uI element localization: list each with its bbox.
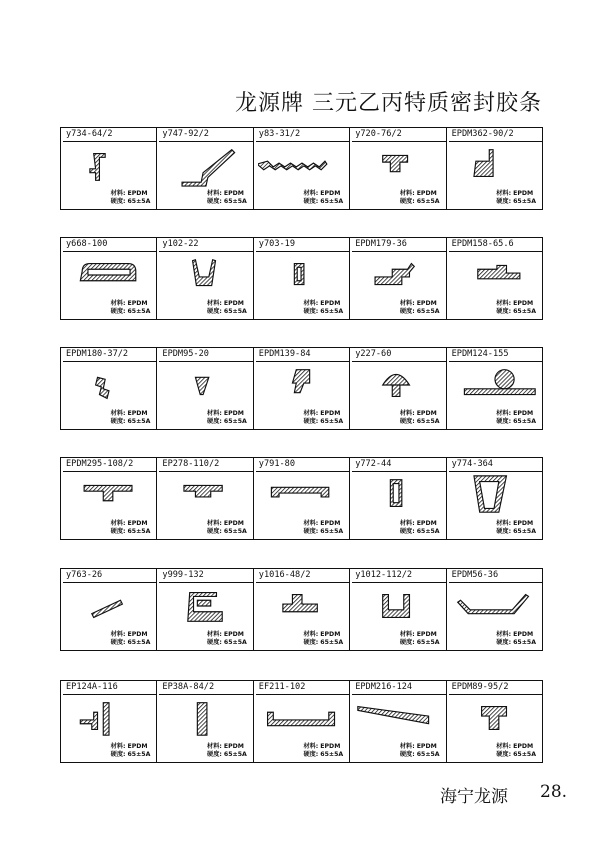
product-row	[60, 568, 543, 651]
product-spec	[207, 743, 247, 759]
material-label: 材料:	[207, 300, 222, 307]
material-value: EPDM	[223, 300, 244, 307]
material-label: 材料:	[399, 190, 415, 197]
material-label: 材料:	[207, 631, 222, 638]
material-label: 材料:	[303, 743, 319, 750]
material-label: 材料:	[399, 743, 415, 750]
material-label: 材料:	[496, 410, 512, 417]
angled-lip-profile-icon	[161, 143, 249, 187]
hook-profile-icon	[65, 143, 153, 187]
product-code: y703-19	[256, 238, 349, 252]
hardness-label: 硬度:	[303, 418, 319, 425]
hardness-value: 65±5A	[513, 308, 536, 315]
wave-strip-profile-icon	[258, 143, 346, 187]
hardness-label: 硬度:	[496, 308, 512, 315]
material-label: 材料:	[303, 300, 319, 307]
product-cell	[350, 128, 446, 210]
material-label: 材料:	[207, 520, 222, 527]
hardness-value: 65±5A	[127, 528, 151, 535]
product-spec	[496, 300, 536, 316]
product-cell	[350, 569, 446, 651]
product-spec	[207, 300, 247, 316]
material-value: EPDM	[223, 743, 244, 750]
material-value: EPDM	[416, 190, 437, 197]
hardness-value: 65±5A	[513, 528, 536, 535]
product-spec	[207, 410, 247, 426]
hardness-label: 硬度:	[207, 418, 222, 425]
mushroom-profile-icon	[354, 363, 442, 407]
product-cell	[447, 128, 543, 210]
hardness-value: 65±5A	[416, 418, 440, 425]
material-value: EPDM	[513, 743, 534, 750]
stepped-flap-profile-icon	[354, 253, 442, 297]
product-code: EPDM216-124	[352, 681, 445, 695]
product-code: EPDM158-65.6	[449, 238, 542, 252]
wide-channel-profile-icon	[258, 473, 346, 517]
material-label: 材料:	[110, 190, 126, 197]
product-code: y774-364	[449, 458, 542, 472]
hardness-value: 65±5A	[416, 639, 440, 646]
product-code: y734-64/2	[63, 128, 156, 142]
product-row	[60, 347, 543, 430]
material-value: EPDM	[320, 300, 341, 307]
material-value: EPDM	[127, 410, 148, 417]
product-cell	[61, 128, 157, 210]
hardness-label: 硬度:	[110, 751, 126, 758]
t-bulb-profile-icon	[354, 143, 442, 187]
hardness-label: 硬度:	[207, 308, 222, 315]
hardness-value: 65±5A	[513, 198, 536, 205]
hardness-value: 65±5A	[127, 198, 151, 205]
hardness-value: 65±5A	[513, 751, 536, 758]
product-row	[60, 457, 543, 540]
hollow-oval-profile-icon	[258, 253, 346, 297]
product-row	[60, 680, 543, 763]
hardness-label: 硬度:	[496, 751, 512, 758]
hardness-value: 65±5A	[127, 308, 151, 315]
material-value: EPDM	[127, 520, 148, 527]
product-spec	[496, 631, 536, 647]
material-label: 材料:	[110, 743, 126, 750]
product-code: EPDM295-108/2	[63, 458, 156, 472]
product-code: EP38A-84/2	[159, 681, 252, 695]
l-lip-profile-icon	[451, 143, 539, 187]
product-spec	[111, 520, 151, 536]
wedge-profile-icon	[161, 363, 249, 407]
hardness-label: 硬度:	[207, 639, 222, 646]
l-small-profile-icon	[65, 584, 153, 628]
material-label: 材料:	[110, 631, 126, 638]
hardness-label: 硬度:	[496, 198, 512, 205]
product-spec	[496, 520, 536, 536]
hardness-label: 硬度:	[496, 528, 512, 535]
hardness-label: 硬度:	[303, 308, 319, 315]
hardness-value: 65±5A	[416, 751, 440, 758]
material-value: EPDM	[223, 631, 244, 638]
hardness-value: 65±5A	[320, 418, 344, 425]
hardness-value: 65±5A	[223, 528, 247, 535]
hardness-label: 硬度:	[303, 639, 319, 646]
hardness-label: 硬度:	[110, 308, 126, 315]
product-code: EPDM139-84	[256, 348, 349, 362]
product-spec	[111, 631, 151, 647]
hardness-label: 硬度:	[207, 751, 222, 758]
material-label: 材料:	[110, 410, 126, 417]
material-value: EPDM	[127, 631, 148, 638]
hardness-value: 65±5A	[127, 751, 151, 758]
hardness-value: 65±5A	[127, 639, 151, 646]
hardness-value: 65±5A	[416, 198, 440, 205]
material-label: 材料:	[110, 300, 126, 307]
hardness-value: 65±5A	[513, 639, 536, 646]
product-spec	[111, 743, 151, 759]
material-label: 材料:	[399, 631, 415, 638]
hollow-rect-profile-icon	[354, 473, 442, 517]
product-spec	[111, 300, 151, 316]
fork-profile-icon	[354, 584, 442, 628]
material-value: EPDM	[320, 743, 341, 750]
product-spec	[400, 410, 440, 426]
footer-brand: 海宁龙源	[440, 787, 508, 807]
product-cell	[350, 348, 446, 430]
material-label: 材料:	[207, 410, 222, 417]
hardness-value: 65±5A	[320, 751, 344, 758]
product-row	[60, 237, 543, 320]
page-title: 龙源牌 三元乙丙特质密封胶条	[235, 91, 542, 116]
t-flap-profile-icon	[65, 473, 153, 517]
double-t-profile-icon	[161, 473, 249, 517]
hardness-value: 65±5A	[320, 639, 344, 646]
product-code: EPDM124-155	[449, 348, 542, 362]
product-spec	[303, 631, 343, 647]
hardness-value: 65±5A	[223, 751, 247, 758]
hardness-value: 65±5A	[127, 418, 151, 425]
material-label: 材料:	[496, 300, 512, 307]
hardness-label: 硬度:	[110, 639, 126, 646]
product-cell	[157, 458, 253, 540]
product-cell	[157, 569, 253, 651]
product-cell	[254, 128, 350, 210]
hardness-label: 硬度:	[399, 639, 415, 646]
product-spec	[496, 190, 536, 206]
channel-profile-icon	[65, 253, 153, 297]
product-code: EPDM95-20	[159, 348, 252, 362]
hardness-value: 65±5A	[320, 198, 344, 205]
product-code: EP124A-116	[63, 681, 156, 695]
material-value: EPDM	[320, 520, 341, 527]
product-spec	[207, 520, 247, 536]
long-blade-profile-icon	[354, 696, 442, 740]
material-value: EPDM	[223, 520, 244, 527]
product-code: EPDM56-36	[449, 569, 542, 583]
material-value: EPDM	[513, 190, 534, 197]
hardness-label: 硬度:	[207, 528, 222, 535]
material-value: EPDM	[416, 520, 437, 527]
small-knot-profile-icon	[65, 363, 153, 407]
product-spec	[400, 631, 440, 647]
product-spec	[496, 410, 536, 426]
product-code: EPDM179-36	[352, 238, 445, 252]
page-number: 28.	[540, 782, 568, 802]
material-label: 材料:	[399, 300, 415, 307]
product-cell	[254, 569, 350, 651]
spiral-profile-icon	[161, 584, 249, 628]
product-cell	[61, 348, 157, 430]
hardness-value: 65±5A	[513, 418, 536, 425]
material-value: EPDM	[416, 631, 437, 638]
material-label: 材料:	[399, 520, 415, 527]
material-value: EPDM	[513, 520, 534, 527]
material-label: 材料:	[496, 743, 512, 750]
material-value: EPDM	[513, 631, 534, 638]
product-spec	[303, 520, 343, 536]
product-cell	[447, 348, 543, 430]
product-cell	[61, 238, 157, 320]
product-code: EPDM89-95/2	[449, 681, 542, 695]
double-lip-profile-icon	[65, 696, 153, 740]
hardness-value: 65±5A	[320, 528, 344, 535]
product-spec	[303, 300, 343, 316]
material-value: EPDM	[127, 190, 148, 197]
product-code: y747-92/2	[159, 128, 252, 142]
hardness-value: 65±5A	[416, 528, 440, 535]
product-cell	[447, 238, 543, 320]
product-code: y772-44	[352, 458, 445, 472]
product-code: EPDM180-37/2	[63, 348, 156, 362]
product-cell	[157, 238, 253, 320]
hardness-label: 硬度:	[496, 639, 512, 646]
hardness-label: 硬度:	[303, 198, 319, 205]
product-code: EPDM362-90/2	[449, 128, 542, 142]
hardness-label: 硬度:	[303, 528, 319, 535]
material-label: 材料:	[303, 410, 319, 417]
hardness-label: 硬度:	[110, 198, 126, 205]
product-spec	[400, 520, 440, 536]
trapezoid-profile-icon	[451, 473, 539, 517]
product-cell	[157, 681, 253, 763]
product-cell	[61, 569, 157, 651]
hardness-label: 硬度:	[399, 528, 415, 535]
material-label: 材料:	[207, 743, 222, 750]
hardness-value: 65±5A	[223, 418, 247, 425]
v-wing-profile-icon	[451, 584, 539, 628]
product-code: EP278-110/2	[159, 458, 252, 472]
material-label: 材料:	[496, 190, 512, 197]
product-cell	[447, 681, 543, 763]
flat-t-profile-icon	[451, 253, 539, 297]
material-label: 材料:	[496, 520, 512, 527]
product-cell	[157, 128, 253, 210]
material-value: EPDM	[320, 190, 341, 197]
product-cell	[254, 458, 350, 540]
product-spec	[400, 743, 440, 759]
product-cell	[157, 348, 253, 430]
product-cell	[61, 681, 157, 763]
hardness-value: 65±5A	[223, 308, 247, 315]
material-label: 材料:	[303, 520, 319, 527]
product-code: y999-132	[159, 569, 252, 583]
product-code: y791-80	[256, 458, 349, 472]
long-flap-profile-icon	[258, 696, 346, 740]
product-spec	[111, 410, 151, 426]
material-value: EPDM	[127, 743, 148, 750]
product-cell	[350, 238, 446, 320]
product-code: y720-76/2	[352, 128, 445, 142]
product-code: y227-60	[352, 348, 445, 362]
hardness-label: 硬度:	[399, 198, 415, 205]
product-code: y1012-112/2	[352, 569, 445, 583]
product-row	[60, 127, 543, 210]
hardness-label: 硬度:	[399, 308, 415, 315]
product-code: EF211-102	[256, 681, 349, 695]
material-value: EPDM	[223, 410, 244, 417]
step-block-profile-icon	[258, 584, 346, 628]
product-spec	[303, 190, 343, 206]
product-spec	[207, 190, 247, 206]
material-value: EPDM	[223, 190, 244, 197]
product-spec	[400, 190, 440, 206]
material-label: 材料:	[303, 190, 319, 197]
material-label: 材料:	[303, 631, 319, 638]
hardness-label: 硬度:	[399, 418, 415, 425]
product-cell	[254, 681, 350, 763]
product-spec	[111, 190, 151, 206]
material-value: EPDM	[513, 300, 534, 307]
material-value: EPDM	[127, 300, 148, 307]
product-cell	[447, 569, 543, 651]
material-value: EPDM	[320, 410, 341, 417]
product-cell	[254, 238, 350, 320]
product-spec	[303, 743, 343, 759]
hardness-label: 硬度:	[399, 751, 415, 758]
hardness-value: 65±5A	[223, 198, 247, 205]
product-spec	[207, 631, 247, 647]
hardness-label: 硬度:	[496, 418, 512, 425]
tall-strip-profile-icon	[161, 696, 249, 740]
box-t-profile-icon	[451, 696, 539, 740]
hardness-label: 硬度:	[303, 751, 319, 758]
product-code: y83-31/2	[256, 128, 349, 142]
material-value: EPDM	[416, 300, 437, 307]
material-label: 材料:	[207, 190, 222, 197]
material-value: EPDM	[513, 410, 534, 417]
product-cell	[254, 348, 350, 430]
material-value: EPDM	[416, 743, 437, 750]
hardness-label: 硬度:	[207, 198, 222, 205]
hardness-label: 硬度:	[110, 528, 126, 535]
hook-bulb-profile-icon	[258, 363, 346, 407]
material-value: EPDM	[416, 410, 437, 417]
product-code: y763-26	[63, 569, 156, 583]
u-clip-profile-icon	[161, 253, 249, 297]
product-cell	[61, 458, 157, 540]
hardness-value: 65±5A	[320, 308, 344, 315]
hardness-value: 65±5A	[416, 308, 440, 315]
material-label: 材料:	[399, 410, 415, 417]
product-spec	[400, 300, 440, 316]
material-label: 材料:	[496, 631, 512, 638]
product-cell	[350, 681, 446, 763]
product-code: y668-100	[63, 238, 156, 252]
product-spec	[496, 743, 536, 759]
product-cell	[350, 458, 446, 540]
product-cell	[447, 458, 543, 540]
hardness-label: 硬度:	[110, 418, 126, 425]
hardness-value: 65±5A	[223, 639, 247, 646]
bulb-tail-profile-icon	[451, 363, 539, 407]
product-code: y1016-48/2	[256, 569, 349, 583]
product-spec	[303, 410, 343, 426]
material-value: EPDM	[320, 631, 341, 638]
material-label: 材料:	[110, 520, 126, 527]
product-code: y102-22	[159, 238, 252, 252]
